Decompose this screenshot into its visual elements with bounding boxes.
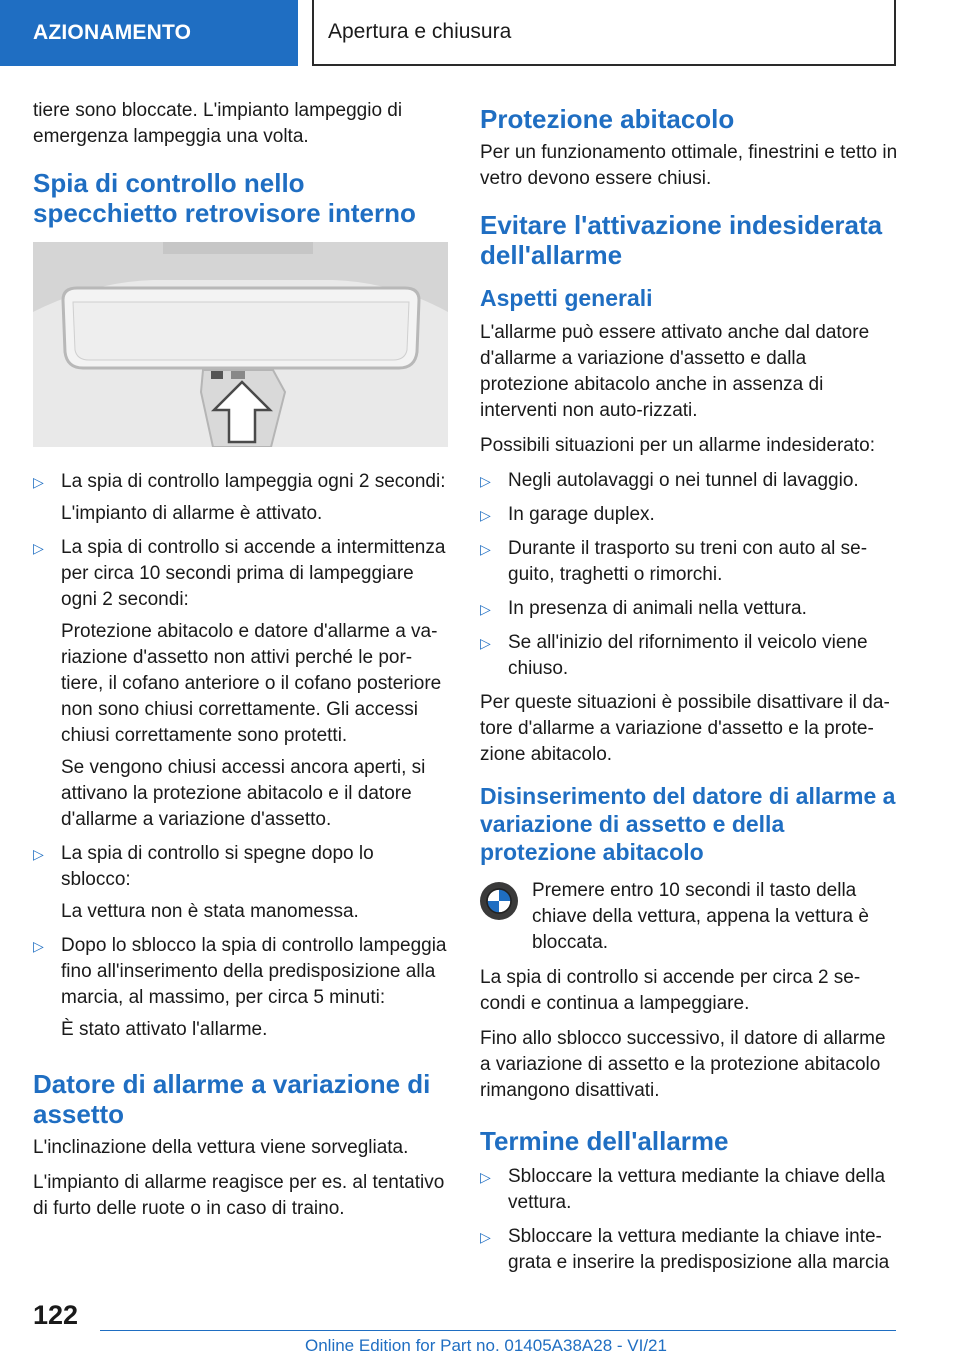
heading-disinserimento: Disinserimento del datore di allarme a variazione di assetto e della protezione abitacolo: [480, 783, 896, 865]
list-item-sub: È stato attivato l'allarme.: [61, 1019, 268, 1040]
footer-divider: [100, 1330, 896, 1331]
list-item-text: La spia di controllo lampeggia ogni 2 secondi:: [61, 471, 446, 492]
aspetti-paragraph-2: Possibili situazioni per un allarme indesiderato:: [480, 435, 875, 456]
triangle-right-icon: ▷: [480, 1229, 491, 1245]
protezione-paragraph: Per un funzionamento ottimale, finestrini e tetto in vetro devono essere chiusi.: [480, 142, 898, 189]
disattivare-paragraph: Per queste situazioni è possibile disattivare il da-tore d'allarme a variazione d'assetto e la prote-zione abitacolo.: [480, 692, 890, 765]
page-number: 122: [33, 1300, 79, 1330]
heading-evitare: Evitare l'attivazione indesiderata dell'allarme: [480, 210, 883, 270]
heading-aspetti: Aspetti generali: [480, 285, 653, 311]
termine-list: [480, 1164, 898, 1276]
triangle-right-icon: ▷: [480, 635, 491, 651]
triangle-right-icon: ▷: [33, 474, 44, 490]
list-item-text: Negli autolavaggi o nei tunnel di lavaggio.: [508, 470, 859, 491]
list-item: [480, 502, 898, 528]
list-item-text: In garage duplex.: [508, 504, 655, 525]
heading-protezione: Protezione abitacolo: [480, 104, 735, 134]
triangle-right-icon: ▷: [480, 541, 491, 557]
list-item-sub: La vettura non è stata manomessa.: [61, 901, 359, 922]
list-item: [480, 630, 898, 682]
heading-spia: Spia di controllo nello specchietto retrovisore interno: [33, 168, 416, 228]
intro-paragraph: tiere sono bloccate. L'impianto lampeggio di emergenza lampeggia una volta.: [33, 100, 403, 147]
left-column: [33, 98, 448, 1231]
list-item-sub: L'impianto di allarme è attivato.: [61, 503, 323, 524]
key-lock-button-icon: [480, 882, 518, 920]
triangle-right-icon: ▷: [33, 846, 44, 862]
heading-datore: Datore di allarme a variazione di assetto: [33, 1069, 431, 1129]
list-item-sub: Protezione abitacolo e datore d'allarme a va-riazione d'assetto non attivi perché le por-tiere, il cofano anteriore o il cofano posteriore non sono chiusi correttamente. Gli accessi chiusi correttamente sono protetti.: [61, 621, 442, 746]
list-item: [480, 468, 898, 494]
aspetti-paragraph-1: L'allarme può essere attivato anche dal datore d'allarme a variazione d'assetto e dalla protezione abitacolo anche in assenza di interventi non auto-rizzati.: [480, 322, 870, 421]
list-item-text: La spia di controllo si accende a intermittenza per circa 10 secondi prima di lampeggiare ogni 2 secondi:: [61, 537, 446, 610]
triangle-right-icon: ▷: [480, 473, 491, 489]
list-item-text: In presenza di animali nella vettura.: [508, 598, 807, 619]
list-item-text: Dopo lo sblocco la spia di controllo lampeggia fino all'inserimento della predisposizione alla marcia, al massimo, per circa 5 minuti:: [61, 935, 447, 1008]
key-lock-glyph: [486, 888, 512, 914]
list-item: [480, 1164, 898, 1216]
list-item: [33, 535, 448, 833]
triangle-right-icon: ▷: [480, 601, 491, 617]
premere-paragraph: Premere entro 10 secondi il tasto della chiave della vettura, appena la vettura è bloccata.: [532, 880, 869, 953]
rearview-mirror-illustration: [33, 242, 448, 447]
fino-paragraph: Fino allo sblocco successivo, il datore di allarme a variazione di assetto e la protezione abitacolo rimangono disattivati.: [480, 1028, 886, 1101]
list-item-text: La spia di controllo si spegne dopo lo sblocco:: [61, 843, 374, 890]
datore-paragraph-1: L'inclinazione della vettura viene sorvegliata.: [33, 1137, 409, 1158]
triangle-right-icon: ▷: [33, 540, 44, 556]
list-item: [33, 841, 448, 925]
list-item-sub: Se vengono chiusi accessi ancora aperti, si attivano la protezione abitacolo e il datore d'allarme a variazione d'assetto.: [61, 757, 426, 830]
footer-edition: Online Edition for Part no. 01405A38A28 - VI/21: [305, 1336, 667, 1355]
key-instruction: [480, 878, 898, 956]
section-title: [312, 0, 896, 66]
list-item: [480, 536, 898, 588]
list-item-text: Se all'inizio del rifornimento il veicolo viene chiuso.: [508, 632, 868, 679]
list-item: [33, 933, 448, 1043]
list-item-text: Durante il trasporto su treni con auto al se-guito, traghetti o rimorchi.: [508, 538, 868, 585]
list-item: [480, 1224, 898, 1276]
spia-bullet-list: [33, 469, 448, 1043]
situations-list: [480, 468, 898, 682]
spia-paragraph: La spia di controllo si accende per circa 2 se-condi e continua a lampeggiare.: [480, 967, 861, 1014]
datore-paragraph-2: L'impianto di allarme reagisce per es. al tentativo di furto delle ruote o in caso di traino.: [33, 1172, 445, 1219]
triangle-right-icon: ▷: [480, 1169, 491, 1185]
triangle-right-icon: ▷: [33, 938, 44, 954]
chapter-tab: AZIONAMENTO: [0, 0, 298, 66]
list-item-text: Sbloccare la vettura mediante la chiave della vettura.: [508, 1166, 886, 1213]
triangle-right-icon: ▷: [480, 507, 491, 523]
right-column: [480, 98, 898, 1284]
section-title-text: Apertura e chiusura: [328, 20, 512, 43]
heading-termine: Termine dell'allarme: [480, 1126, 729, 1156]
list-item: [33, 469, 448, 527]
list-item: [480, 596, 898, 622]
list-item-text: Sbloccare la vettura mediante la chiave inte-grata e inserire la predisposizione alla marcia: [508, 1226, 890, 1273]
